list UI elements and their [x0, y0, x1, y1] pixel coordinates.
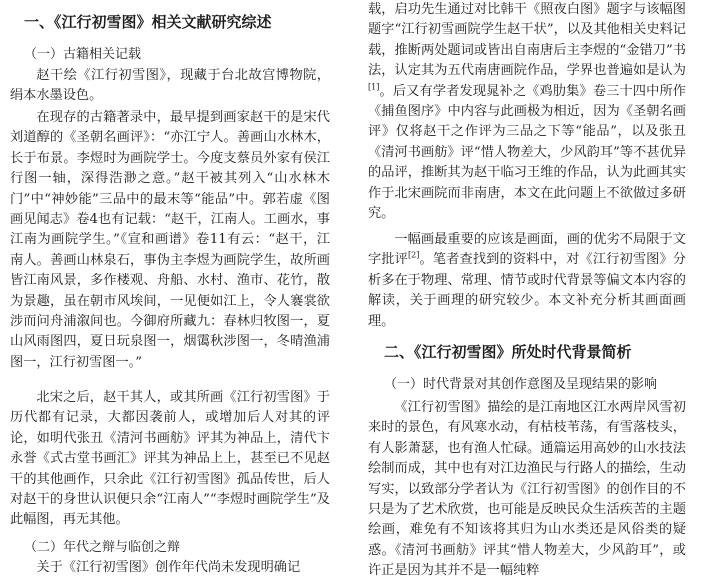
paragraph-7: 《江行初雪图》描绘的是江南地区江水两岸风雪初来时的景色，有风寒水动，有枯枝苇荡，有雪落枝头，有人影萧瑟，也有渔人忙碌。通篇运用高妙的山水技法绘制而成，其中也有对江边渔民与行路人的描绘，生动写实，以致部分学者认为《江行初雪图》的创作目的不只是为了艺术欣赏，也可能是反映民众生活疾苦的主题绘画，难免有不知该将其归为山水类还是风俗类的疑惑。《清河书画舫》评其“惜人物差大，少风韵耳”，或许正是因为其并不是一幅纯粹 — [368, 400, 686, 579]
paragraph-2: 在现存的古籍著录中，最早提到画家赵干的是宋代刘道醇的《圣朝名画评》：“亦江宁人。善画山水林木，长于布景。李煜时为画院学士。今度支蔡员外家有侯江行图一轴，深得浩渺之意。”赵干被其列入“山水林木门”中“神妙能”三品中的最末等“能品”中。郭若虚《图画见闻志》卷4也有记载：“赵干，江南人。工画水，事江南为画院学生。”《宣和画谱》卷11有云：“赵干，江南人。善画山林泉石，事伪主李煜为画院学生，故所画皆江南风景，多作楼观、舟船、水村、渔市、花竹，散为景趣，虽在朝市风埃间，一见便如江上，令人褰裳欲涉而问舟浦溆间也。今御府所藏九：春林归牧图一，夏山风雨图四，夏日玩泉图一，烟霭秋涉图一，冬晴渔浦图一，江行初雪图一。” — [10, 110, 330, 370]
paragraph-4: 关于《江行初雪图》创作年代尚未发现明确记 — [36, 560, 301, 575]
section-heading-1: 一、《江行初雪图》相关文献研究综述 — [24, 13, 272, 31]
paragraph-6-text-a: 一幅画最重要的应该是画面，画的优劣不局限于文字批评 — [368, 232, 686, 268]
paragraph-6-text-b: 。笔者查找到的资料中，对《江行初雪图》分析多在于物理、常理、情节或时代背景等偏文本内容的解读，关于画理的研究较少。本文补充分析其画面画理。 — [368, 252, 686, 329]
paragraph-3: 北宋之后，赵干其人，或其所画《江行初雪图》于历代都有记录，大都因袭前人，或增加后人对其的评论，如明代张丑《清河书画舫》评其为神品上，清代卞永誉《式古堂书画汇》评其为神品上上，甚至已不见赵干的其他画作，只余此《江行初雪图》孤品传世，后人对赵干的身世认识便只余“江南人”“李煜时画院学生”及此幅图，再无其他。 — [10, 390, 330, 528]
citation-2: [2] — [408, 251, 420, 261]
paragraph-1: 赵干绘《江行初雪图》，现藏于台北故宫博物院，绢本水墨设色。 — [10, 68, 330, 104]
paragraph-5-text-b: 。后又有学者发现晁补之《鸡肋集》卷三十四中所作《捕鱼图序》中内容与此画极为相近，因为《圣朝名画评》仅将赵干之作评为三品之下等“能品”，以及张丑《清河书画舫》评“惜人物差大，少风韵耳”等不甚优异的品评，推断其为赵干临习王维的作品，认为此画其实作于北宋画院而非南唐，本文在此问题上不欲做过多研究。 — [368, 83, 686, 222]
subsection-heading-3: （一）时代背景对其创作意图及呈现结果的影响 — [384, 377, 658, 392]
citation-1: [1] — [368, 82, 380, 92]
subsection-heading-2: （二）年代之辩与临创之辩 — [24, 540, 181, 555]
section-heading-2: 二、《江行初雪图》所处时代背景简析 — [384, 343, 632, 361]
paragraph-6 — [368, 230, 686, 332]
paragraph-5 — [368, 0, 686, 224]
paragraph-5-text-a: 载，启功先生通过对比韩干《照夜白图》题字与该幅图题字“江行初雪画院学生赵干状”，以及其他相关史料记载，推断两处题词或皆出自南唐后主李煜的“金错刀”书法，认定其为五代南唐画院作品，学界也普遍如是认为 — [368, 2, 686, 79]
subsection-heading-1: （一）古籍相关记载 — [24, 47, 142, 62]
